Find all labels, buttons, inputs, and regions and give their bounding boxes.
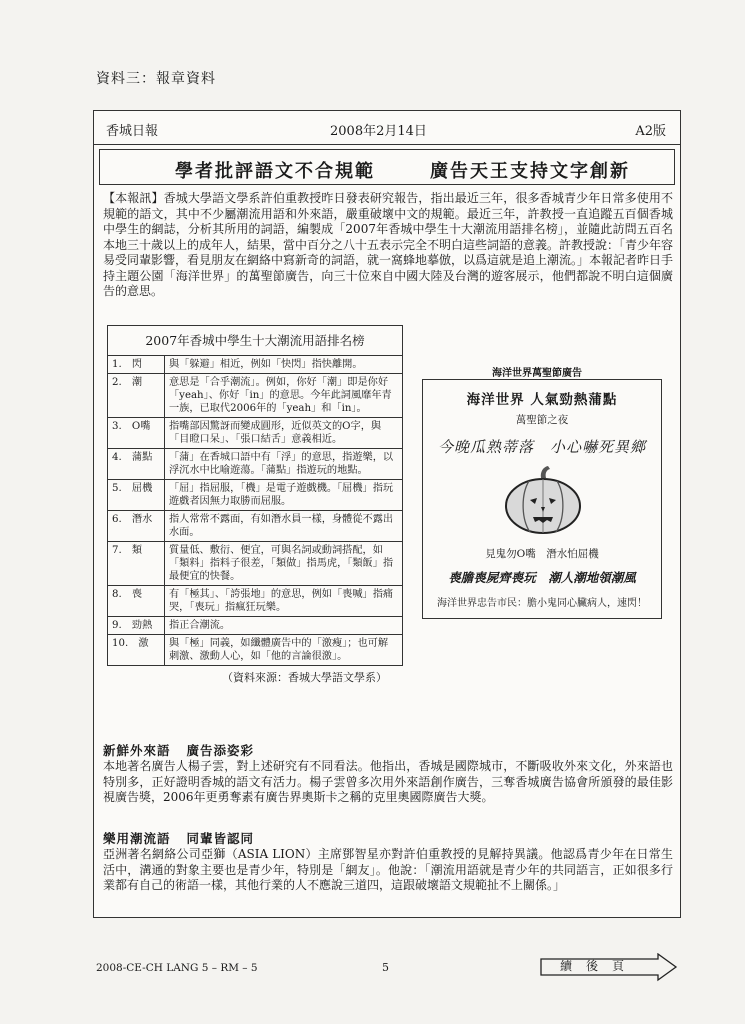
intro-paragraph: 【本報訊】香城大學語文學系許伯重教授昨日發表研究報告，指出最近三年，很多香城青少年日常多使用不規範的語文，其中不少屬潮流用語和外來語，嚴重破壞中文的規範。最近三年，許教授一直追蹤五百個香城中學生的網誌，分析其所用的詞語，編製成「2007年香城中學生十大潮流用語排名榜」，並隨此訪問五百名本地三十歲以上的成年人，結果，當中百分之八十五表示完全不明白這些詞語的意義。許教授說：「青少年容易受同輩影響，看見朋友在網絡中寫新奇的詞語，就一窩蜂地摹倣，以爲這就是追上潮流。」本報記者昨日手持主題公園「海洋世界」的萬聖節廣告，向三十位來自中國大陸及台灣的遊客展示，他們都說不明白這個廣告的意思。 (103, 191, 674, 298)
term-cell: 9. 勁熱 (108, 617, 165, 635)
ranking-table (107, 325, 403, 666)
section2-paragraph: 本地著名廣告人楊子雲，對上述研究有不同看法。他指出，香城是國際城市，不斷吸收外來文化，外來語也特別多，正好證明香城的語文有活力。楊子雲曾多次用外來語創作廣告，三奪香城廣告協會所頒發的最佳影視廣告獎，2006年更勇奪素有廣告界奧斯卡之稱的克里奧國際廣告大獎。 (103, 759, 673, 804)
table-row (108, 586, 403, 617)
ad-line-2: 萬聖節之夜 (515, 414, 569, 426)
term-cell: 3. O嘴 (108, 418, 165, 449)
section3-heading-a: 樂用潮流語 (103, 831, 171, 846)
ad-line-4: 見鬼勿O嘴 潛水怕屈機 (485, 548, 599, 560)
section2-heading (103, 741, 254, 759)
newspaper-name: 香城日報 (106, 124, 159, 139)
headline-box (99, 149, 675, 185)
table-row (108, 542, 403, 586)
definition-cell: 與「極」同義，如纖體廣告中的「激瘦」；也可解刺激、激動人心，如「他的言論很激」。 (165, 635, 403, 666)
definition-cell: 「屈」指屈服，「機」是電子遊戲機。「屈機」指玩遊戲者因無力取勝而屈服。 (165, 480, 403, 511)
definition-cell: 指嘴部因驚訝而變成圓形，近似英文的O字，與「目瞪口呆」、「張口結舌」意義相近。 (165, 418, 403, 449)
definition-cell: 指人常常不露面，有如潛水員一樣，身體從不露出水面。 (165, 511, 403, 542)
newspaper-clipping (93, 110, 681, 918)
table-row (108, 374, 403, 418)
ad-line-1: 海洋世界 人氣勁熱蒲點 (466, 392, 618, 408)
halloween-ad (422, 379, 662, 619)
definition-cell: 有「極其」、「誇張地」的意思，例如「喪喊」指痛哭，「喪玩」指瘋狂玩樂。 (165, 586, 403, 617)
term-cell: 10. 激 (108, 635, 165, 666)
headline-right: 廣告天王支持文字創新 (430, 161, 630, 182)
ad-line-6: 海洋世界忠告市民：膽小鬼同心臟病人，速閃！ (437, 598, 647, 609)
section-title: 資料三：報章資料 (96, 71, 216, 87)
term-cell: 2. 潮 (108, 374, 165, 418)
exam-code: 2008-CE-CH LANG 5 – RM – 5 (96, 962, 258, 974)
ad-line-3: 今晚瓜熟蒂落 小心嚇死異鄉 (437, 438, 646, 456)
section3-heading (103, 829, 254, 847)
definition-cell: 質量低、敷衍、便宜，可與名詞或動詞搭配，如「類料」指料子很差，「類做」指馬虎，「類飯」指最便宜的快餐。 (165, 542, 403, 586)
ad-title: 海洋世界萬聖節廣告 (492, 368, 582, 379)
table-row (108, 635, 403, 666)
table-row (108, 511, 403, 542)
table-row (108, 449, 403, 480)
table-row (108, 480, 403, 511)
headline-left: 學者批評語文不合規範 (175, 161, 375, 182)
continue-next-page (540, 953, 680, 987)
term-cell: 5. 屈機 (108, 480, 165, 511)
definition-cell: 與「躲避」相近，例如「快閃」指快離開。 (165, 356, 403, 374)
section2-heading-a: 新鮮外來語 (103, 743, 171, 758)
page-number: 5 (382, 961, 389, 974)
section3-heading-b: 同輩皆認同 (186, 831, 255, 846)
table-source-note: （資料來源：香城大學語文學系） (222, 671, 387, 684)
masthead (94, 111, 680, 145)
table-row (108, 617, 403, 635)
pumpkin-icon (503, 464, 583, 536)
definition-cell: 「蒲」在香城口語中有「浮」的意思，指遊樂，以浮沉水中比喻遊蕩。「蒲點」指遊玩的地點。 (165, 449, 403, 480)
definition-cell: 指正合潮流。 (165, 617, 403, 635)
edition-label: A2版 (635, 124, 666, 139)
ranking-table-caption: 2007年香城中學生十大潮流用語排名榜 (107, 325, 403, 355)
section3-paragraph: 亞洲著名網絡公司亞獅（ASIA LION）主席鄧智星亦對許伯重教授的見解持異議。他認爲青少年在日常生活中，溝通的對象主要也是青少年，特別是「網友」。他說：「潮流用語就是青少年的共同語言，正如很多行業都有自己的術語一樣，其他行業的人不應說三道四，這跟破壞語文規範扯不上關係。」 (103, 847, 673, 892)
continue-label: 續後頁 (559, 959, 638, 973)
section2-heading-b: 廣告添姿彩 (186, 743, 255, 758)
ad-line-5: 喪膽喪屍齊喪玩 潮人潮地領潮風 (448, 570, 636, 585)
table-row (108, 418, 403, 449)
term-cell: 8. 喪 (108, 586, 165, 617)
term-cell: 7. 類 (108, 542, 165, 586)
term-cell: 6. 潛水 (108, 511, 165, 542)
ranking-table-block (107, 325, 403, 685)
definition-cell: 意思是「合乎潮流」。例如，你好「潮」即是你好「yeah」、你好「in」的意思。今年此詞風靡年青一族，已取代2006年的「yeah」和「in」。 (165, 374, 403, 418)
term-cell: 4. 蒲點 (108, 449, 165, 480)
table-row (108, 356, 403, 374)
term-cell: 1. 閃 (108, 356, 165, 374)
publish-date: 2008年2月14日 (330, 124, 427, 139)
